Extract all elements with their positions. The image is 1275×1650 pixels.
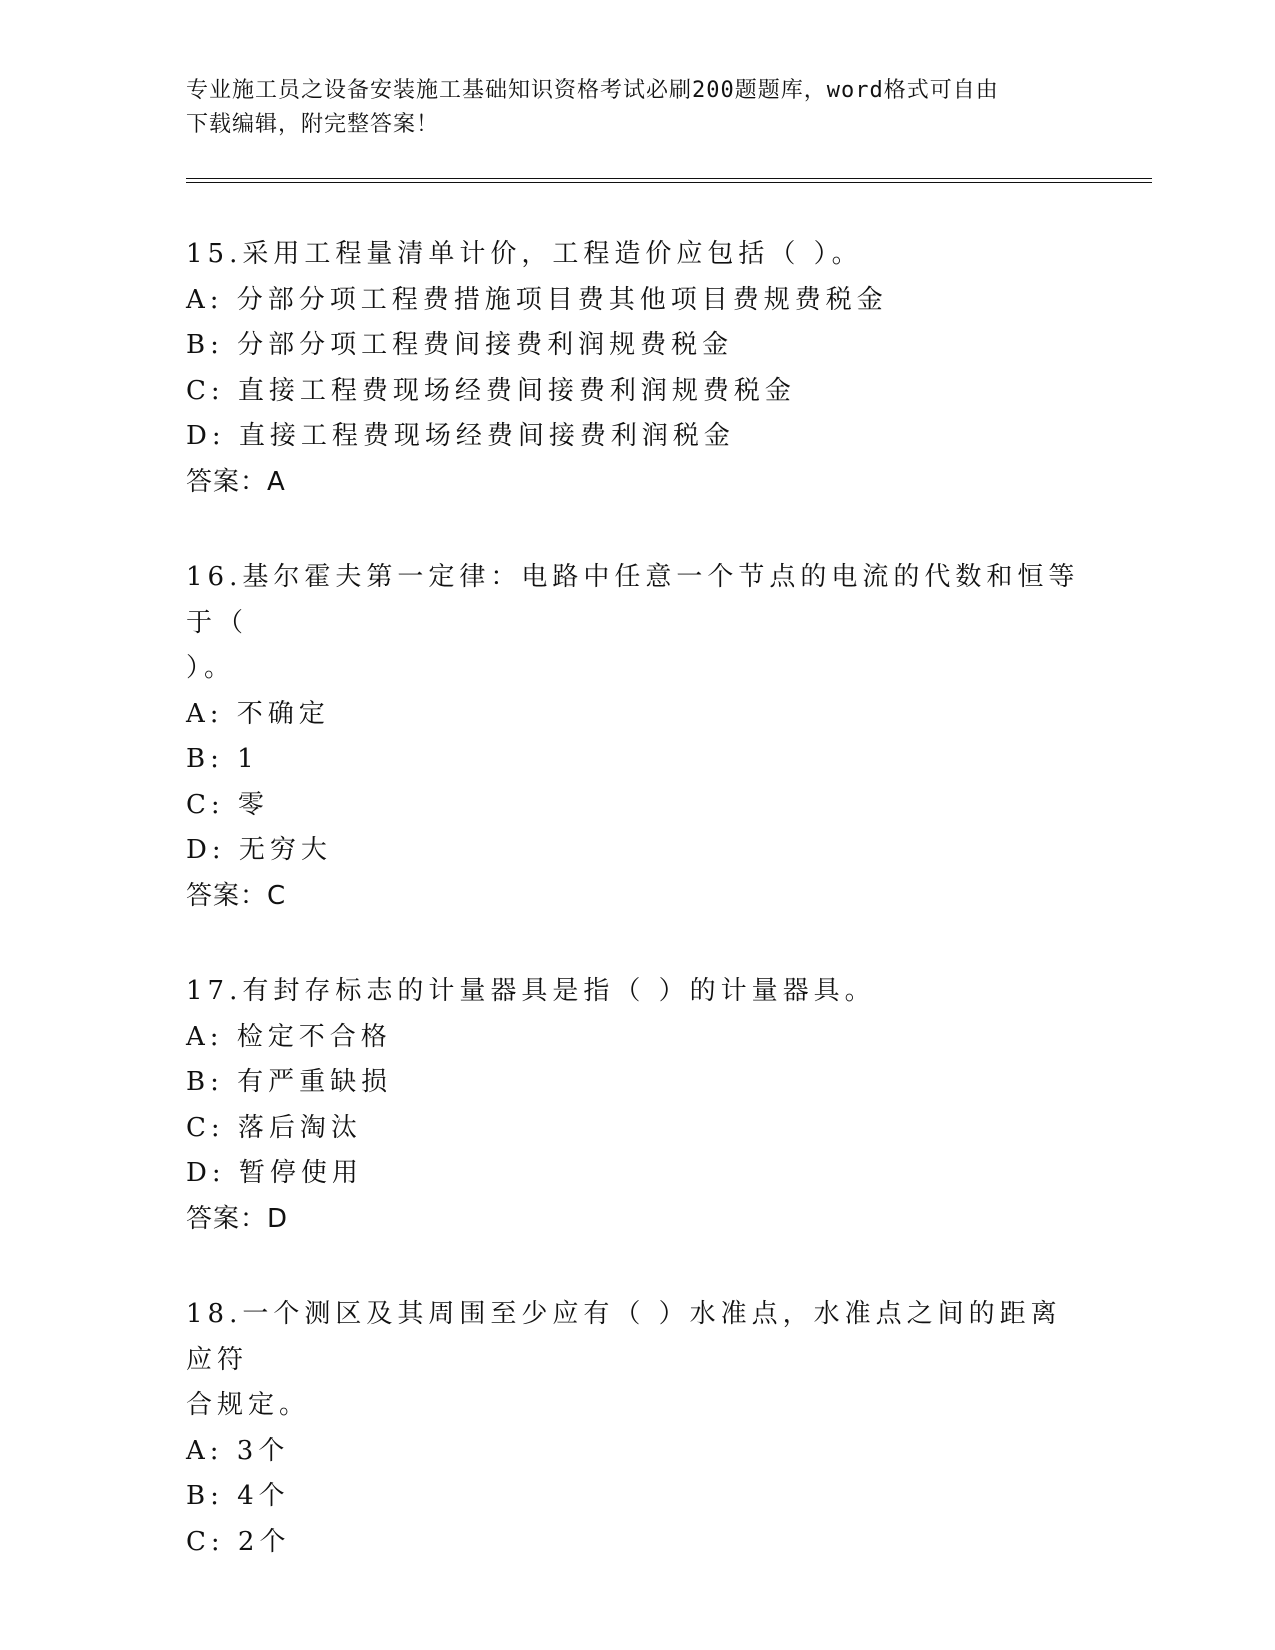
question-text: 17.有封存标志的计量器具是指（ ）的计量器具。 — [186, 976, 876, 1006]
question-17 — [186, 969, 1086, 1242]
header-divider-bottom — [186, 182, 1152, 183]
option-a: A: 不确定 — [186, 698, 330, 729]
option-b: B: 4个 — [186, 1481, 290, 1511]
option-c: C: 2个 — [186, 1526, 291, 1557]
option-b: B: 有严重缺损 — [186, 1067, 393, 1097]
answer: 答案：C — [186, 880, 287, 911]
answer: 答案：A — [186, 466, 286, 497]
option-c: C: 直接工程费现场经费间接费利润规费税金 — [186, 375, 796, 406]
option-c: C: 落后淘汰 — [186, 1112, 362, 1143]
answer: 答案：D — [186, 1203, 289, 1234]
option-d: D: 直接工程费现场经费间接费利润税金 — [186, 421, 735, 451]
question-text-continued: ）。 — [186, 653, 236, 683]
option-b: B: 分部分项工程费间接费利润规费税金 — [186, 330, 734, 360]
question-text: 18.一个测区及其周围至少应有（ ）水准点，水准点之间的距离应符 — [186, 1299, 1062, 1375]
question-15 — [186, 232, 1086, 505]
question-text: 16.基尔霍夫第一定律：电路中任意一个节点的电流的代数和恒等于（ — [186, 562, 1080, 638]
header-divider-top — [186, 178, 1152, 179]
question-16 — [186, 555, 1086, 919]
option-b: B: 1 — [186, 744, 259, 774]
document-header — [186, 74, 1066, 142]
question-list — [186, 232, 1086, 1615]
header-line-1: 专业施工员之设备安装施工基础知识资格考试必刷200题题库，word格式可自由 — [186, 78, 999, 103]
option-d: D: 暂停使用 — [186, 1158, 363, 1188]
option-a: A: 3个 — [186, 1435, 290, 1466]
option-a: A: 检定不合格 — [186, 1021, 392, 1052]
option-d: D: 无穷大 — [186, 835, 332, 865]
option-c: C: 零 — [186, 789, 269, 820]
question-text: 15.采用工程量清单计价，工程造价应包括（ ）。 — [186, 239, 863, 269]
question-18 — [186, 1292, 1086, 1565]
option-a: A: 分部分项工程费措施项目费其他项目费规费税金 — [186, 284, 888, 315]
header-line-2: 下载编辑，附完整答案！ — [186, 112, 440, 137]
question-text-continued: 合规定。 — [186, 1390, 311, 1420]
